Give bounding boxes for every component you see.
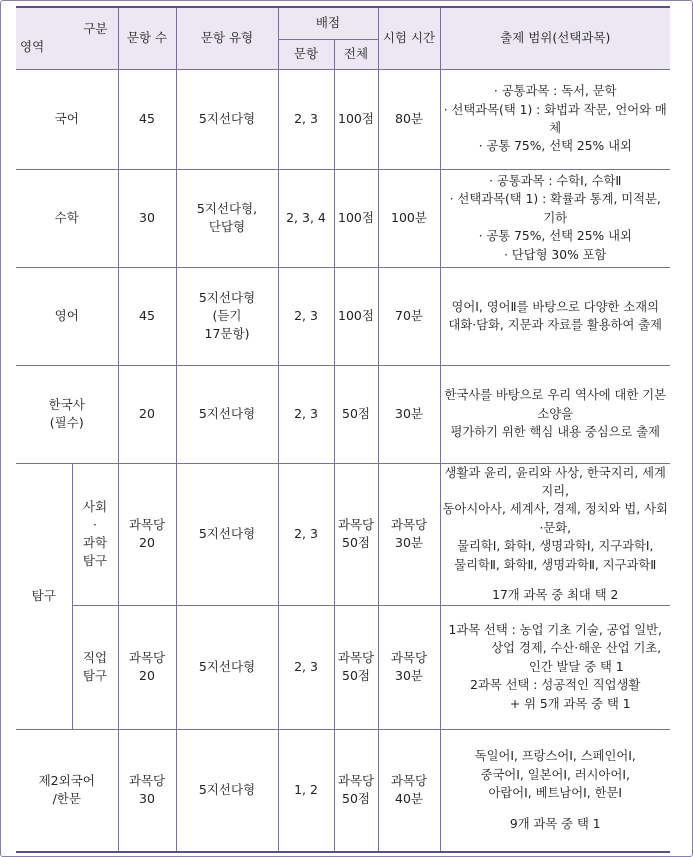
scope-line: 중국어Ⅰ, 일본어Ⅰ, 러시아어Ⅰ, (480, 767, 630, 782)
sub-area-line: 탐구 (82, 553, 108, 569)
sub-area-line: · (93, 516, 97, 532)
item-score-cell: 2, 3 (278, 463, 334, 605)
exam-schedule-table (16, 6, 670, 853)
header-item-type: 문항 유형 (176, 7, 278, 69)
num-cell: 45 (118, 267, 176, 365)
scope-line: 1과목 선택 : 농업 기초 기술, 공업 일반, (448, 622, 662, 637)
table-row (16, 605, 670, 729)
header-scope: 출제 범위(선택과목) (440, 7, 670, 69)
time-cell (378, 729, 440, 852)
header-time: 시험 시간 (378, 7, 440, 69)
area-cell: 수학 (16, 169, 118, 267)
type-line: 단답형 (208, 219, 246, 234)
total-cell (334, 729, 378, 852)
type-line: 5지선다형, (196, 200, 258, 216)
scope-line: + 위 5개 과목 중 택 1 (509, 696, 631, 711)
type-line: 5지선다형 (198, 289, 256, 305)
time-line: 40분 (395, 791, 423, 807)
time-cell: 80분 (378, 69, 440, 169)
scope-line: 상업 경제, 수산·해운 산업 기초, (491, 641, 662, 656)
time-cell (378, 463, 440, 605)
area-cell: 국어 (16, 69, 118, 169)
sub-area-cell (72, 463, 118, 605)
num-cell: 30 (118, 169, 176, 267)
num-cell: 20 (118, 365, 176, 463)
area-cell-inquiry: 탐구 (16, 463, 72, 729)
item-score-cell: 1, 2 (278, 729, 334, 852)
total-line: 과목당 (337, 649, 375, 665)
type-cell: 5지선다형 (176, 729, 278, 852)
sub-area-line: 과학 (82, 535, 108, 551)
table-row (16, 729, 670, 852)
scope-cell (440, 605, 670, 729)
area-cell (16, 729, 118, 852)
time-line: 과목당 (390, 649, 428, 665)
scope-line: · 단답형 30% 포함 (443, 246, 669, 264)
scope-line: · 공통과목 : 수학Ⅰ, 수학Ⅱ (443, 172, 669, 190)
scope-line: 인간 발달 중 택 1 (528, 659, 624, 674)
header-area: 영역 (20, 39, 45, 55)
total-cell: 50점 (334, 365, 378, 463)
scope-note: 9개 과목 중 택 1 (509, 816, 601, 831)
area-line: 한국사 (48, 396, 85, 412)
time-line: 30분 (395, 668, 423, 684)
time-cell: 70분 (378, 267, 440, 365)
item-score-cell: 2, 3, 4 (278, 169, 334, 267)
type-cell (176, 169, 278, 267)
num-line: 20 (139, 535, 155, 551)
header-corner-cell (16, 7, 118, 69)
time-line: 과목당 (390, 516, 428, 532)
num-line: 30 (139, 791, 155, 807)
scope-line: 한국사를 바탕으로 우리 역사에 대한 기본 소양을 (444, 388, 666, 421)
total-line: 50점 (342, 535, 370, 551)
type-cell: 5지선다형 (176, 69, 278, 169)
scope-cell (440, 463, 670, 605)
area-line: (필수) (49, 415, 84, 430)
num-cell (118, 729, 176, 852)
total-cell: 100점 (334, 69, 378, 169)
header-score-item: 문항 (278, 39, 334, 69)
scope-cell (440, 69, 670, 169)
type-cell: 5지선다형 (176, 605, 278, 729)
sub-area-line: 사회 (82, 498, 108, 514)
num-cell (118, 605, 176, 729)
time-cell: 30분 (378, 365, 440, 463)
scope-line: 물리학Ⅱ, 화학Ⅱ, 생명과학Ⅱ, 지구과학Ⅱ (454, 557, 657, 572)
sub-area-line: 직업 (82, 649, 108, 665)
type-line: 17문항) (204, 326, 250, 342)
type-cell (176, 267, 278, 365)
num-line: 20 (139, 668, 155, 684)
area-line: /한문 (52, 791, 81, 807)
scope-line: · 공통 75%, 선택 25% 내외 (443, 137, 669, 155)
time-cell: 100분 (378, 169, 440, 267)
sub-area-cell (72, 605, 118, 729)
total-cell: 100점 (334, 169, 378, 267)
scope-line: 독일어Ⅰ, 프랑스어Ⅰ, 스페인어Ⅰ, (474, 749, 636, 764)
header-num-items: 문항 수 (118, 7, 176, 69)
header-category: 구분 (83, 21, 108, 36)
total-line: 50점 (342, 791, 370, 807)
total-cell (334, 605, 378, 729)
total-cell (334, 463, 378, 605)
scope-line: 생활과 윤리, 윤리와 사상, 한국지리, 세계지리, (444, 465, 666, 498)
item-score-cell: 2, 3 (278, 605, 334, 729)
num-cell (118, 463, 176, 605)
total-cell: 100점 (334, 267, 378, 365)
header-score: 배점 (278, 7, 378, 39)
table-row (16, 169, 670, 267)
scope-line: 물리학Ⅰ, 화학Ⅰ, 생명과학Ⅰ, 지구과학Ⅰ, (457, 539, 654, 554)
num-cell: 45 (118, 69, 176, 169)
scope-cell (440, 267, 670, 365)
total-line: 50점 (342, 668, 370, 684)
num-line: 과목당 (128, 773, 166, 789)
table-row (16, 463, 670, 605)
num-line: 과목당 (128, 516, 166, 532)
type-cell: 5지선다형 (176, 463, 278, 605)
num-line: 과목당 (128, 649, 166, 665)
scope-line: · 선택과목(택 1) : 확률과 통계, 미적분, 기하 (443, 190, 669, 227)
type-cell: 5지선다형 (176, 365, 278, 463)
scope-line: 동아시아사, 세계사, 경제, 정치와 법, 사회·문화, (442, 502, 668, 535)
item-score-cell: 2, 3 (278, 267, 334, 365)
total-line: 과목당 (337, 516, 375, 532)
total-line: 과목당 (337, 773, 375, 789)
scope-cell (440, 729, 670, 852)
scope-note: 17개 과목 중 최대 택 2 (492, 588, 619, 603)
time-cell (378, 605, 440, 729)
scope-line: · 공통 75%, 선택 25% 내외 (443, 227, 669, 245)
header-score-total: 전체 (334, 39, 378, 69)
scope-line: · 선택과목(택 1) : 화법과 작문, 언어와 매체 (443, 101, 669, 138)
scope-cell (440, 365, 670, 463)
item-score-cell: 2, 3 (278, 69, 334, 169)
scope-line: · 공통과목 : 독서, 문학 (443, 82, 669, 100)
area-line: 제2외국어 (38, 773, 95, 789)
scope-cell (440, 169, 670, 267)
time-line: 30분 (395, 535, 423, 551)
scope-line: 2과목 선택 : 성공적인 직업생활 (470, 678, 641, 693)
sub-area-line: 탐구 (82, 668, 108, 684)
table-row (16, 69, 670, 169)
table-row (16, 365, 670, 463)
scope-line: 대화·담화, 지문과 자료를 활용하여 출제 (448, 318, 662, 332)
scope-line: 아랍어Ⅰ, 베트남어Ⅰ, 한문Ⅰ (488, 786, 622, 801)
area-cell: 영어 (16, 267, 118, 365)
area-cell (16, 365, 118, 463)
scope-line: 평가하기 위한 핵심 내용 중심으로 출제 (450, 425, 661, 440)
table-row (16, 267, 670, 365)
type-line: (듣기 (212, 307, 242, 323)
item-score-cell: 2, 3 (278, 365, 334, 463)
scope-line: 영어Ⅰ, 영어Ⅱ를 바탕으로 다양한 소재의 (451, 299, 659, 314)
time-line: 과목당 (390, 773, 428, 789)
